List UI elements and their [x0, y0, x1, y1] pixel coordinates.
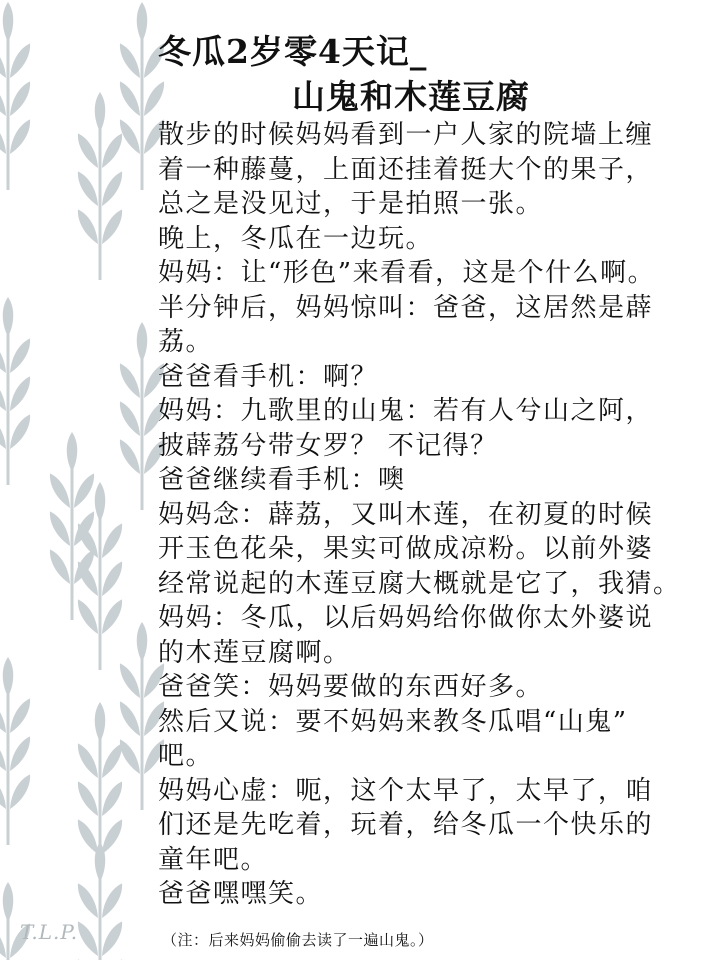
body-line: 爸爸嘿嘿笑。 — [158, 879, 324, 909]
body-line: 妈妈：冬瓜，以后妈妈给你做你太外婆说 — [158, 603, 654, 633]
leaf-sprig-icon — [0, 657, 35, 845]
body-line: 爸爸笑：妈妈要做的东西好多。 — [158, 672, 544, 702]
body-line: 妈妈：九歌里的山鬼：若有人兮山之阿， — [158, 396, 654, 426]
body-line: 着一种藤蔓，上面还挂着挺大个的果子， — [158, 154, 654, 185]
body-line: 半分钟后，妈妈惊叫：爸爸，这居然是薜 — [158, 292, 654, 323]
leaf-sprig-icon — [73, 92, 126, 280]
body-line: 开玉色花朵，果实可做成凉粉。以前外婆 — [158, 534, 654, 564]
body-line: 妈妈：让“形色”来看看，这是个什么啊。 — [158, 258, 656, 288]
body-line: 爸爸看手机：啊？ — [158, 361, 379, 392]
leaf-sprig-icon — [0, 2, 35, 190]
title-line-2: 山鬼和木莲豆腐 — [292, 77, 530, 116]
body-text — [158, 118, 718, 912]
body-line: 然后又说：要不妈妈来教冬瓜唱“山鬼” — [158, 706, 628, 737]
leaf-sprig-icon — [0, 297, 35, 485]
body-line: 经常说起的木莲豆腐大概就是它了，我猜。 — [158, 568, 681, 599]
body-line: 披薜荔兮带女罗？ 不记得？ — [158, 430, 498, 461]
leaf-sprig-icon — [45, 432, 98, 620]
signature-logo: T.L.P. — [20, 920, 79, 944]
leaf-sprig-icon — [73, 702, 126, 890]
body-line: 散步的时候妈妈看到一户人家的院墙上缠 — [158, 120, 654, 150]
title-line-1: 冬瓜2岁零4天记_ — [158, 32, 428, 71]
body-line: 晚上，冬瓜在一边玩。 — [158, 223, 434, 254]
body-line: 们还是先吃着，玩着，给冬瓜一个快乐的 — [158, 810, 654, 840]
body-line: 妈妈心虚：呃，这个太早了，太早了，咱 — [158, 775, 654, 806]
body-line: 吧。 — [158, 741, 214, 771]
body-line: 荔。 — [158, 327, 214, 357]
body-line: 的木莲豆腐啊。 — [158, 637, 351, 668]
footnote: （注：后来妈妈偷偷去读了一遍山鬼。） — [162, 931, 434, 949]
body-line: 妈妈念：薜荔，又叫木莲，在初夏的时候 — [158, 499, 654, 530]
body-line: 总之是没见过，于是拍照一张。 — [158, 189, 544, 219]
body-line: 童年吧。 — [158, 844, 269, 875]
body-line: 爸爸继续看手机：噢 — [158, 465, 406, 495]
